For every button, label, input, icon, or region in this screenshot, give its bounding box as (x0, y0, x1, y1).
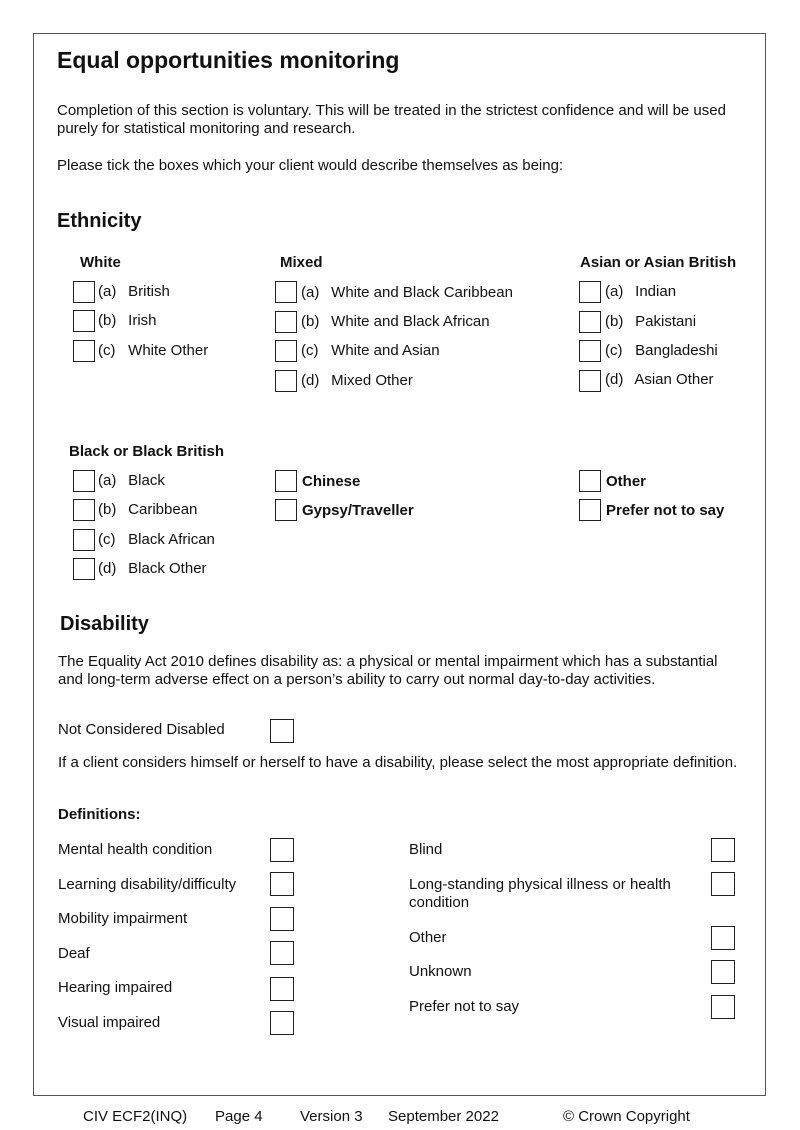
white-other-checkbox[interactable] (73, 340, 95, 362)
footer-date: September 2022 (388, 1108, 499, 1125)
def-unknown-label: Unknown (409, 963, 472, 980)
footer-page: Page 4 (215, 1108, 263, 1125)
gypsy-traveller-label: Gypsy/Traveller (302, 502, 414, 519)
asian-pakistani-checkbox[interactable] (579, 311, 601, 333)
asian-bangladeshi-label: (c) Bangladeshi (605, 342, 718, 359)
disability-definition: The Equality Act 2010 defines disability as: a physical or mental impairment which has a substantial and long-term adverse effect on a person’s ability to carry out normal day-to-day activities. (58, 653, 718, 688)
def-long-standing-checkbox[interactable] (711, 872, 735, 896)
white-other-label: (c) White Other (98, 342, 209, 359)
asian-indian-checkbox[interactable] (579, 281, 601, 303)
gypsy-traveller-checkbox[interactable] (275, 499, 297, 521)
mixed-white-black-african-checkbox[interactable] (275, 311, 297, 333)
asian-indian-label: (a) Indian (605, 283, 677, 300)
footer-version: Version 3 (300, 1108, 363, 1125)
mixed-other-checkbox[interactable] (275, 370, 297, 392)
ethnicity-other-label: Other (606, 473, 647, 490)
mixed-white-asian-label: (c) White and Asian (301, 342, 440, 359)
def-prefer-not-label: Prefer not to say (409, 998, 520, 1015)
ethnicity-prefer-not-checkbox[interactable] (579, 499, 601, 521)
def-hearing-label: Hearing impaired (58, 979, 173, 996)
white-british-label: (a) British (98, 283, 170, 300)
page-title: Equal opportunities monitoring (57, 47, 400, 73)
def-visual-label: Visual impaired (58, 1014, 161, 1031)
mixed-other-label: (d) Mixed Other (301, 372, 413, 389)
mixed-heading: Mixed (280, 254, 323, 271)
asian-other-label: (d) Asian Other (605, 371, 714, 388)
black-other-label: (d) Black Other (98, 560, 207, 577)
mixed-white-black-caribbean-label: (a) White and Black Caribbean (301, 284, 513, 301)
def-mobility-label: Mobility impairment (58, 910, 188, 927)
white-irish-checkbox[interactable] (73, 310, 95, 332)
asian-bangladeshi-checkbox[interactable] (579, 340, 601, 362)
asian-pakistani-label: (b) Pakistani (605, 313, 697, 330)
ethnicity-prefer-not-label: Prefer not to say (606, 502, 725, 519)
def-blind-label: Blind (409, 841, 443, 858)
mixed-white-black-caribbean-checkbox[interactable] (275, 281, 297, 303)
instruction-text: Please tick the boxes which your client would describe themselves as being: (57, 157, 564, 174)
def-prefer-not-checkbox[interactable] (711, 995, 735, 1019)
def-learning-checkbox[interactable] (270, 872, 294, 896)
asian-heading: Asian or Asian British (580, 254, 737, 271)
def-hearing-checkbox[interactable] (270, 977, 294, 1001)
not-disabled-checkbox[interactable] (270, 719, 294, 743)
mixed-white-black-african-label: (b) White and Black African (301, 313, 490, 330)
footer-form-code: CIV ECF2(INQ) (83, 1108, 188, 1125)
black-african-label: (c) Black African (98, 531, 215, 548)
def-unknown-checkbox[interactable] (711, 960, 735, 984)
disability-heading: Disability (60, 613, 149, 635)
black-black-checkbox[interactable] (73, 470, 95, 492)
chinese-checkbox[interactable] (275, 470, 297, 492)
white-heading: White (80, 254, 121, 271)
def-deaf-label: Deaf (58, 945, 90, 962)
def-other-checkbox[interactable] (711, 926, 735, 950)
definitions-heading: Definitions: (58, 806, 141, 823)
footer-copyright: © Crown Copyright (563, 1108, 690, 1125)
mixed-white-asian-checkbox[interactable] (275, 340, 297, 362)
white-irish-label: (b) Irish (98, 312, 157, 329)
black-heading: Black or Black British (69, 443, 225, 460)
disability-select-text: If a client considers himself or herself to have a disability, please select the most appropriate definition. (58, 754, 738, 771)
ethnicity-other-checkbox[interactable] (579, 470, 601, 492)
def-mobility-checkbox[interactable] (270, 907, 294, 931)
not-disabled-label: Not Considered Disabled (58, 721, 225, 738)
black-black-label: (a) Black (98, 472, 165, 489)
black-other-checkbox[interactable] (73, 558, 95, 580)
def-learning-label: Learning disability/difficulty (58, 876, 237, 893)
def-visual-checkbox[interactable] (270, 1011, 294, 1035)
def-deaf-checkbox[interactable] (270, 941, 294, 965)
def-mental-health-label: Mental health condition (58, 841, 213, 858)
asian-other-checkbox[interactable] (579, 370, 601, 392)
black-african-checkbox[interactable] (73, 529, 95, 551)
chinese-label: Chinese (302, 473, 361, 490)
def-mental-health-checkbox[interactable] (270, 838, 294, 862)
black-caribbean-label: (b) Caribbean (98, 501, 198, 518)
def-blind-checkbox[interactable] (711, 838, 735, 862)
white-british-checkbox[interactable] (73, 281, 95, 303)
intro-text: Completion of this section is voluntary. This will be treated in the strictest confidence and will be used purely for statistical monitoring and research. (57, 102, 726, 137)
def-other-label: Other (409, 929, 447, 946)
def-long-standing-label: Long-standing physical illness or health condition (409, 876, 671, 911)
black-caribbean-checkbox[interactable] (73, 499, 95, 521)
ethnicity-heading: Ethnicity (57, 210, 142, 232)
